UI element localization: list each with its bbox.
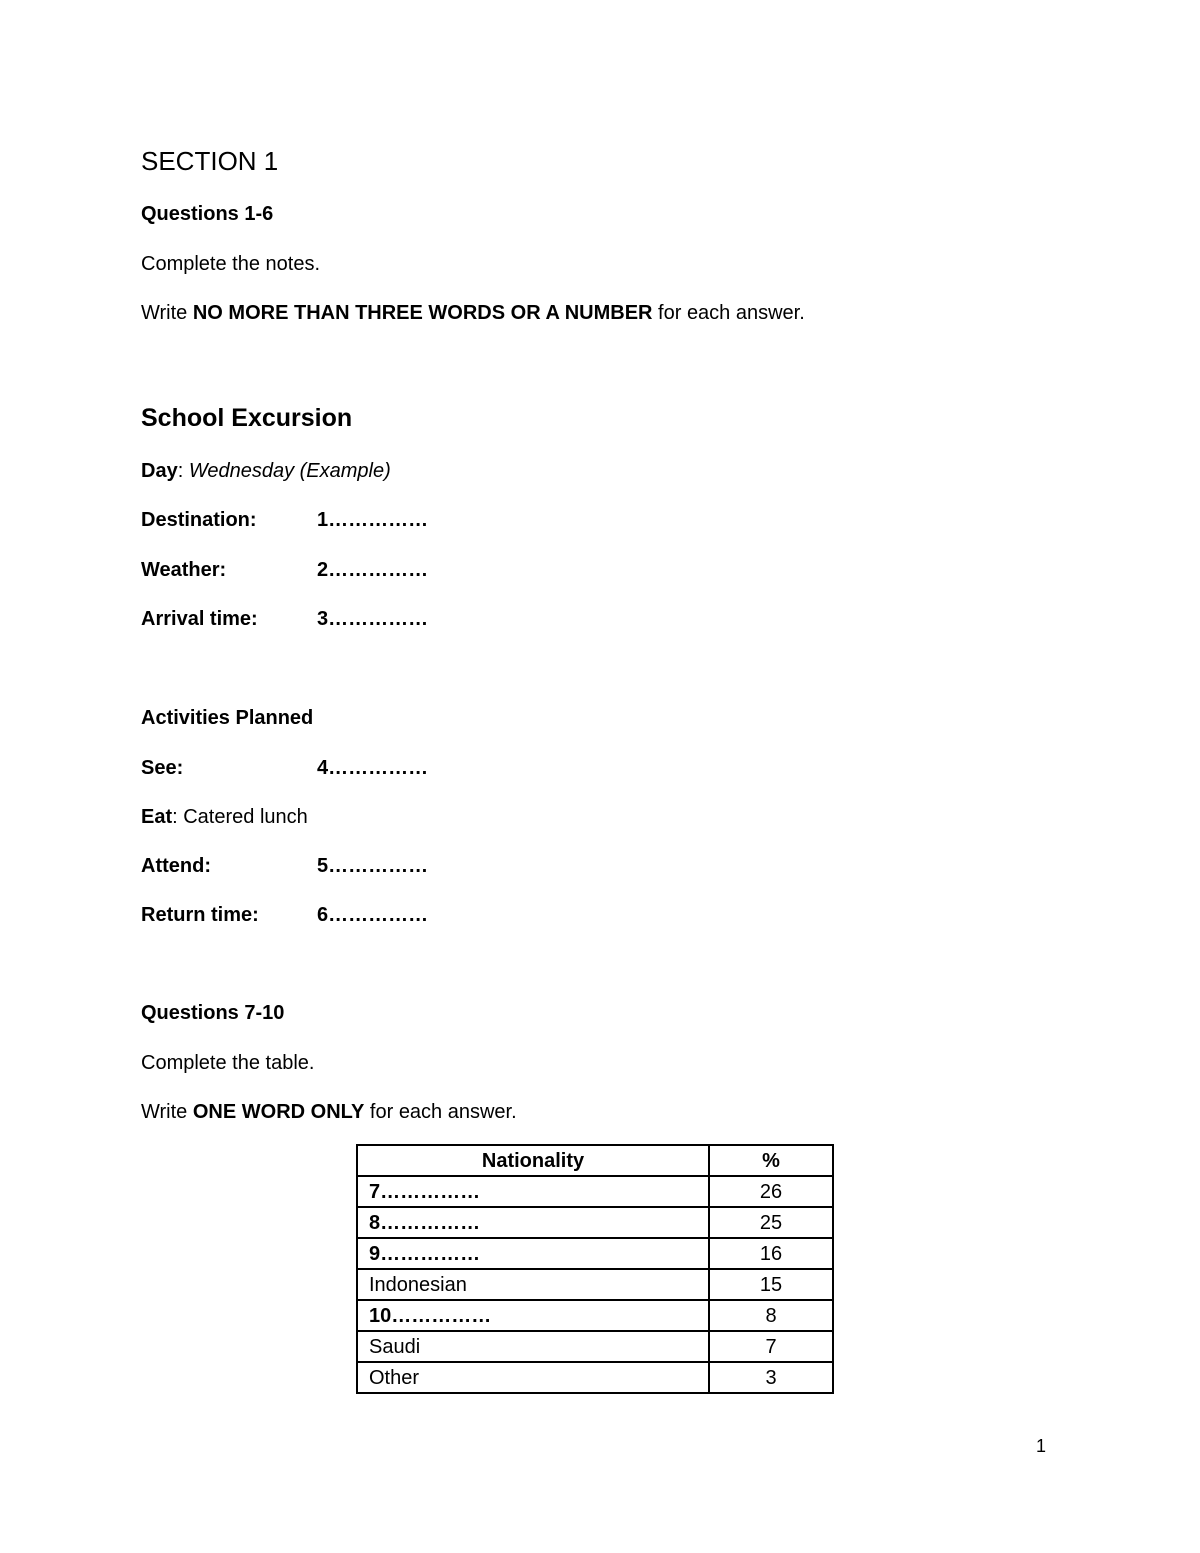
day-label: Day — [141, 460, 178, 482]
eat-value: : Catered lunch — [172, 806, 308, 828]
day-line — [141, 458, 391, 484]
percent-cell: 26 — [709, 1176, 833, 1207]
answer-blank-4: 4…………… — [317, 757, 429, 779]
answer-blank-5: 5…………… — [317, 855, 429, 877]
day-value: Wednesday (Example) — [188, 460, 391, 482]
day-colon: : — [177, 460, 189, 482]
word-limit-suffix: for each answer. — [652, 302, 805, 324]
nationality-cell: 7…………… — [357, 1176, 709, 1207]
nationality-cell: 8…………… — [357, 1207, 709, 1238]
percent-column-header: % — [709, 1145, 833, 1176]
percent-cell: 15 — [709, 1269, 833, 1300]
answer-blank-6: 6…………… — [317, 904, 429, 926]
nationality-cell: 10…………… — [357, 1300, 709, 1331]
questions-1-6-instruction: Complete the notes. — [141, 253, 320, 275]
attend-label: Attend: — [141, 855, 211, 877]
table-row — [357, 1331, 833, 1362]
activities-heading: Activities Planned — [141, 707, 314, 729]
return-time-label: Return time: — [141, 904, 259, 926]
destination-label: Destination: — [141, 509, 257, 531]
nationality-table — [356, 1144, 834, 1394]
eat-line — [141, 804, 308, 830]
word-limit-emphasis: NO MORE THAN THREE WORDS OR A NUMBER — [192, 302, 653, 324]
answer-blank-2: 2…………… — [317, 559, 429, 581]
table-word-limit-emphasis: ONE WORD ONLY — [192, 1101, 365, 1123]
nationality-cell: Other — [357, 1362, 709, 1393]
nationality-cell: 9…………… — [357, 1238, 709, 1269]
section-title: SECTION 1 — [141, 146, 279, 176]
answer-blank-1: 1…………… — [317, 509, 429, 531]
table-header-row — [357, 1145, 833, 1176]
percent-cell: 3 — [709, 1362, 833, 1393]
questions-1-6-heading: Questions 1-6 — [141, 203, 274, 225]
nationality-cell: Saudi — [357, 1331, 709, 1362]
weather-label: Weather: — [141, 559, 227, 581]
percent-cell: 16 — [709, 1238, 833, 1269]
table-row — [357, 1300, 833, 1331]
table-row — [357, 1176, 833, 1207]
table-row — [357, 1207, 833, 1238]
page-number: 1 — [1036, 1436, 1047, 1456]
table-row — [357, 1269, 833, 1300]
questions-7-10-instruction: Complete the table. — [141, 1052, 315, 1074]
questions-7-10-heading: Questions 7-10 — [141, 1002, 285, 1024]
arrival-time-label: Arrival time: — [141, 608, 258, 630]
word-limit-prefix: Write — [141, 302, 193, 324]
answer-blank-3: 3…………… — [317, 608, 429, 630]
table-word-limit-suffix: for each answer. — [364, 1101, 517, 1123]
table-row — [357, 1362, 833, 1393]
see-label: See: — [141, 757, 184, 779]
notes-title: School Excursion — [141, 404, 353, 432]
nationality-column-header: Nationality — [357, 1145, 709, 1176]
percent-cell: 7 — [709, 1331, 833, 1362]
table-row — [357, 1238, 833, 1269]
eat-label: Eat — [141, 806, 173, 828]
table-word-limit-prefix: Write — [141, 1101, 193, 1123]
percent-cell: 25 — [709, 1207, 833, 1238]
questions-1-6-word-limit — [141, 300, 805, 326]
questions-7-10-word-limit — [141, 1099, 517, 1125]
nationality-cell: Indonesian — [357, 1269, 709, 1300]
percent-cell: 8 — [709, 1300, 833, 1331]
